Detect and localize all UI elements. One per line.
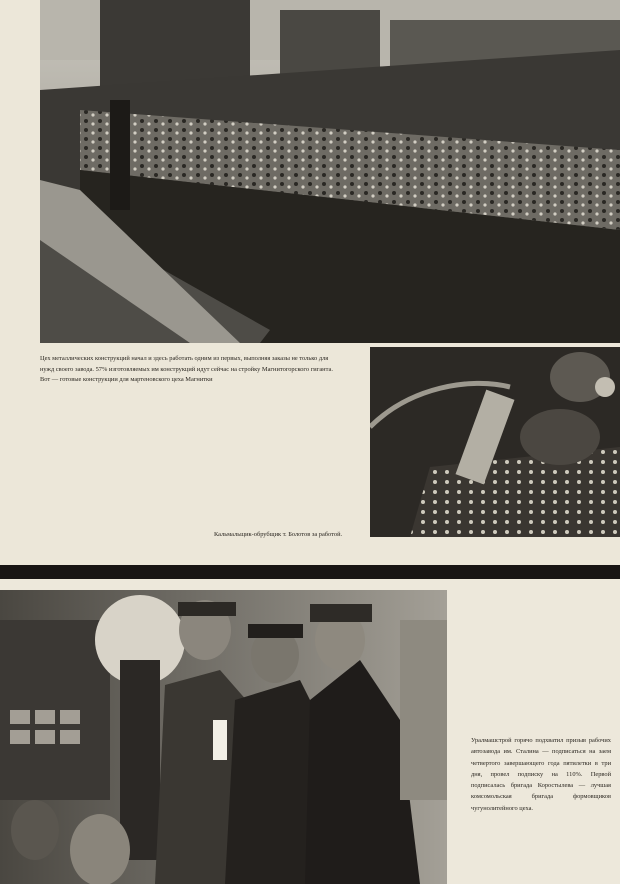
brigade-workers-photo bbox=[0, 590, 447, 884]
steel-girders-image bbox=[40, 0, 620, 343]
page-divider bbox=[0, 565, 620, 579]
brigade-workers-image bbox=[0, 590, 447, 884]
workers-caption: Уралмашстрой горячо подхватил призыв рабочих автозавода им. Сталина — подписаться на заем четвертого завершающего года пятилетки в три дня, провел подписку на 110%. Первой подписалась бригада Коростылева — лучшая комсомольская бригада формовщиков чугунолитейного цеха. bbox=[471, 737, 611, 812]
steel-girders-photo bbox=[40, 0, 620, 343]
riveter-image bbox=[370, 347, 620, 537]
riveter-photo bbox=[370, 347, 620, 537]
riveter-caption: Кальмальщик-обрубщик т. Болотов за работой. bbox=[214, 531, 343, 538]
shop-caption: Цех металлических конструкций начал и здесь работать одним из первых, выполняя заказы не только для нужд своего завода. 57% изготовляемых им конструкций идут сейчас на стройку Магнитогорского гиганта. Вот — готовые конструкции для мартеновского цеха Магнитки bbox=[40, 355, 333, 384]
